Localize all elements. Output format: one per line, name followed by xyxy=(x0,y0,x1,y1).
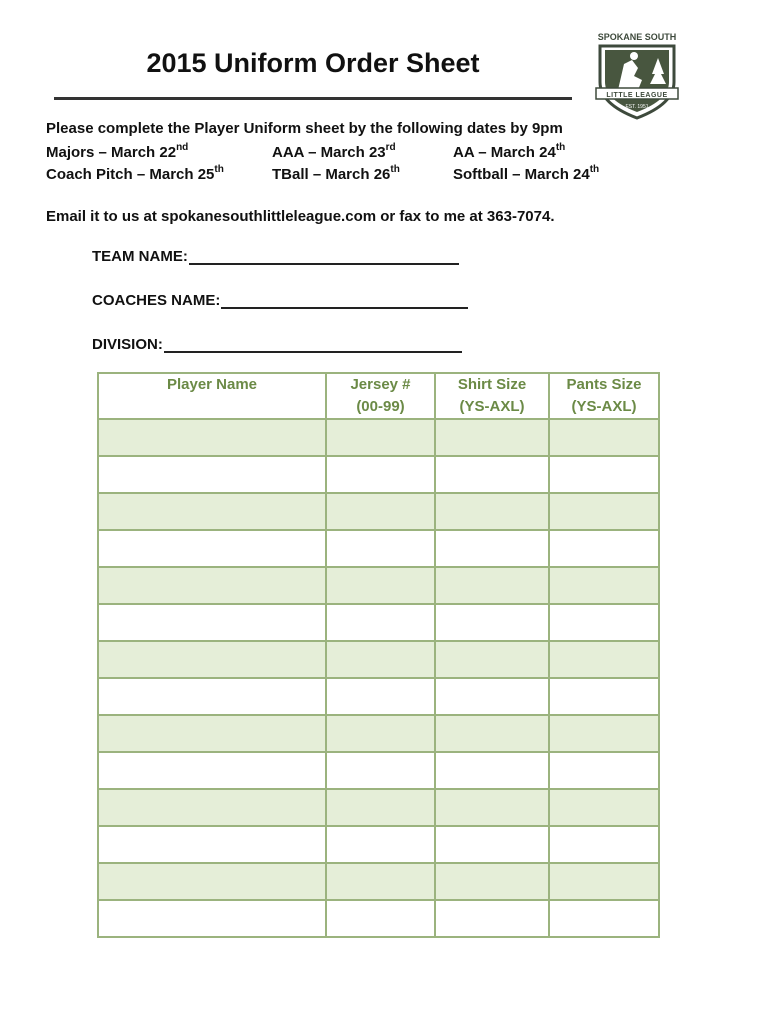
shirt-size-cell[interactable] xyxy=(435,567,549,604)
pants-size-cell[interactable] xyxy=(549,678,659,715)
table-row xyxy=(98,567,659,604)
pants-size-cell[interactable] xyxy=(549,863,659,900)
jersey-number-cell[interactable] xyxy=(326,789,435,826)
deadline-aa: AA – March 24th xyxy=(453,141,566,161)
table-row xyxy=(98,456,659,493)
deadline-majors: Majors – March 22nd xyxy=(46,141,189,161)
player-name-cell[interactable] xyxy=(98,752,326,789)
player-name-cell[interactable] xyxy=(98,826,326,863)
jersey-number-cell[interactable] xyxy=(326,419,435,456)
header-player-name: Player Name xyxy=(98,373,326,419)
title-rule xyxy=(54,97,572,100)
pants-size-cell[interactable] xyxy=(549,641,659,678)
table-row xyxy=(98,493,659,530)
table-row xyxy=(98,752,659,789)
shirt-size-cell[interactable] xyxy=(435,678,549,715)
player-name-cell[interactable] xyxy=(98,900,326,937)
pants-size-cell[interactable] xyxy=(549,715,659,752)
player-name-cell[interactable] xyxy=(98,493,326,530)
pants-size-cell[interactable] xyxy=(549,530,659,567)
player-name-cell[interactable] xyxy=(98,715,326,752)
table-row xyxy=(98,789,659,826)
shirt-size-cell[interactable] xyxy=(435,789,549,826)
logo-text-bottom: LITTLE LEAGUE xyxy=(606,92,668,99)
jersey-number-cell[interactable] xyxy=(326,567,435,604)
pants-size-cell[interactable] xyxy=(549,604,659,641)
division-label: DIVISION: xyxy=(92,336,163,353)
jersey-number-cell[interactable] xyxy=(326,900,435,937)
jersey-number-cell[interactable] xyxy=(326,678,435,715)
pants-size-cell[interactable] xyxy=(549,900,659,937)
jersey-number-cell[interactable] xyxy=(326,456,435,493)
jersey-number-cell[interactable] xyxy=(326,493,435,530)
deadline-coach-pitch: Coach Pitch – March 25th xyxy=(46,163,224,183)
deadline-tball: TBall – March 26th xyxy=(272,163,400,183)
team-name-blank[interactable] xyxy=(189,249,459,265)
page-title: 2015 Uniform Order Sheet xyxy=(146,48,480,78)
deadline-row xyxy=(46,163,599,185)
logo-text-top: SPOKANE SOUTH xyxy=(597,32,677,42)
deadline-softball: Softball – March 24th xyxy=(453,163,600,183)
pants-size-cell[interactable] xyxy=(549,789,659,826)
player-name-cell[interactable] xyxy=(98,641,326,678)
player-name-cell[interactable] xyxy=(98,863,326,900)
table-row xyxy=(98,678,659,715)
header-pants-size: Pants Size (YS-AXL) xyxy=(549,373,659,419)
pants-size-cell[interactable] xyxy=(549,752,659,789)
deadline-aaa: AAA – March 23rd xyxy=(272,141,396,161)
jersey-number-cell[interactable] xyxy=(326,863,435,900)
shirt-size-cell[interactable] xyxy=(435,419,549,456)
pants-size-cell[interactable] xyxy=(549,456,659,493)
deadline-list xyxy=(46,141,599,185)
header-jersey-number: Jersey # (00-99) xyxy=(326,373,435,419)
shirt-size-cell[interactable] xyxy=(435,715,549,752)
coaches-name-label: COACHES NAME: xyxy=(92,292,221,309)
intro-text: Please complete the Player Uniform sheet by the following dates by 9pm xyxy=(46,120,563,137)
league-logo xyxy=(594,30,680,122)
table-row xyxy=(98,419,659,456)
table-row xyxy=(98,641,659,678)
shirt-size-cell[interactable] xyxy=(435,530,549,567)
shirt-size-cell[interactable] xyxy=(435,456,549,493)
shirt-size-cell[interactable] xyxy=(435,900,549,937)
shirt-size-cell[interactable] xyxy=(435,752,549,789)
shirt-size-cell[interactable] xyxy=(435,641,549,678)
player-name-cell[interactable] xyxy=(98,456,326,493)
shirt-size-cell[interactable] xyxy=(435,826,549,863)
jersey-number-cell[interactable] xyxy=(326,752,435,789)
player-name-cell[interactable] xyxy=(98,567,326,604)
player-name-cell[interactable] xyxy=(98,604,326,641)
roster-table xyxy=(97,372,660,938)
logo-text-est: EST. 1951 xyxy=(625,104,649,110)
jersey-number-cell[interactable] xyxy=(326,530,435,567)
roster-body xyxy=(98,419,659,937)
team-name-field[interactable] xyxy=(92,248,459,265)
division-blank[interactable] xyxy=(164,337,462,353)
shirt-size-cell[interactable] xyxy=(435,493,549,530)
logo-player-head xyxy=(630,52,638,60)
jersey-number-cell[interactable] xyxy=(326,604,435,641)
pants-size-cell[interactable] xyxy=(549,567,659,604)
table-row xyxy=(98,715,659,752)
pants-size-cell[interactable] xyxy=(549,493,659,530)
table-row xyxy=(98,604,659,641)
player-name-cell[interactable] xyxy=(98,419,326,456)
table-row xyxy=(98,826,659,863)
player-name-cell[interactable] xyxy=(98,678,326,715)
coaches-name-field[interactable] xyxy=(92,292,468,309)
shirt-size-cell[interactable] xyxy=(435,863,549,900)
table-row xyxy=(98,863,659,900)
email-instructions: Email it to us at spokanesouthlittleleague.com or fax to me at 363-7074. xyxy=(46,208,555,225)
header-shirt-size: Shirt Size (YS-AXL) xyxy=(435,373,549,419)
jersey-number-cell[interactable] xyxy=(326,641,435,678)
roster-header-row xyxy=(98,373,659,419)
division-field[interactable] xyxy=(92,336,462,353)
pants-size-cell[interactable] xyxy=(549,419,659,456)
player-name-cell[interactable] xyxy=(98,789,326,826)
player-name-cell[interactable] xyxy=(98,530,326,567)
coaches-name-blank[interactable] xyxy=(221,293,468,309)
team-name-label: TEAM NAME: xyxy=(92,248,188,265)
jersey-number-cell[interactable] xyxy=(326,826,435,863)
table-row xyxy=(98,900,659,937)
jersey-number-cell[interactable] xyxy=(326,715,435,752)
shirt-size-cell[interactable] xyxy=(435,604,549,641)
pants-size-cell[interactable] xyxy=(549,826,659,863)
table-row xyxy=(98,530,659,567)
deadline-row xyxy=(46,141,599,163)
